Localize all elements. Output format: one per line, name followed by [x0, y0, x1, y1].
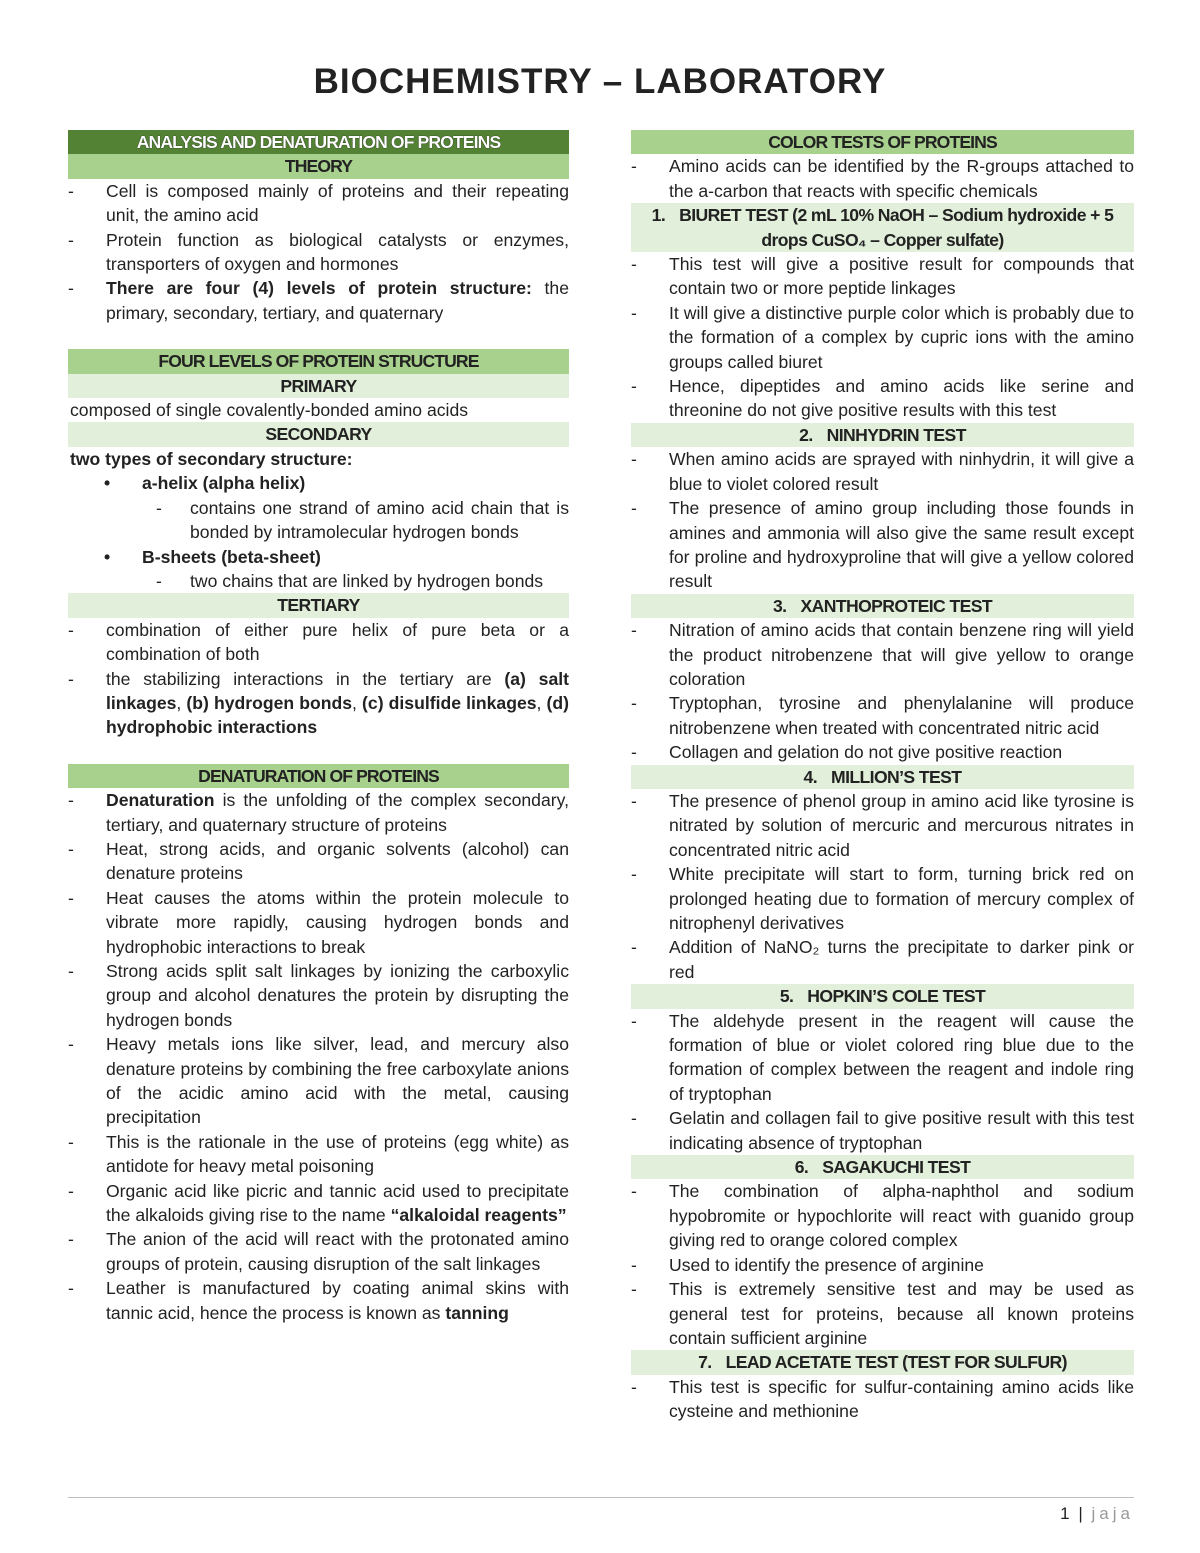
- test-header: [631, 203, 1134, 252]
- sub-list-item: - contains one strand of amino acid chain that is bonded by intramolecular hydrogen bonds: [68, 496, 569, 545]
- sub-list-item: - two chains that are linked by hydrogen bonds: [68, 569, 569, 593]
- list-item: - This is extremely sensitive test and may be used as general test for proteins, because all known proteins contain sufficient arginine: [631, 1277, 1134, 1350]
- list-item: - The combination of alpha-naphthol and sodium hypobromite or hypochlorite will react with guanido group giving red to orange colored complex: [631, 1179, 1134, 1252]
- page-footer: [1060, 1504, 1134, 1524]
- list-item: - When amino acids are sprayed with ninhydrin, it will give a blue to violet colored result: [631, 447, 1134, 496]
- test-header: [631, 423, 1134, 447]
- test-header: [631, 1350, 1134, 1374]
- alpha-helix-label: • a-helix (alpha helix): [68, 471, 569, 495]
- test-name: XANTHOPROTEIC TEST: [800, 595, 993, 616]
- right-column: [631, 130, 1134, 1424]
- test-number: 7.: [698, 1352, 712, 1373]
- tests-container: [631, 203, 1134, 1423]
- list-item: - the stabilizing interactions in the tertiary are (a) salt linkages, (b) hydrogen bonds, (c) disulfide linkages, (d) hydrophobic interactions: [68, 667, 569, 740]
- subheader-secondary: SECONDARY: [68, 422, 569, 446]
- page-title: BIOCHEMISTRY – LABORATORY: [313, 62, 887, 101]
- list-item: - Addition of NaNO₂ turns the precipitate to darker pink or red: [631, 935, 1134, 984]
- section-header-denaturation: DENATURATION OF PROTEINS: [68, 764, 569, 788]
- list-item: - The anion of the acid will react with the protonated amino groups of protein, causing disruption of the salt linkages: [68, 1227, 569, 1276]
- test-header: [631, 1155, 1134, 1179]
- denaturation-list: [68, 788, 569, 1325]
- list-item: [68, 276, 569, 325]
- list-item: - The presence of amino group including those founds in amines and ammonia will also give the same result except for proline and hydroxyproline that will give a yellow colored result: [631, 496, 1134, 594]
- list-item: - Organic acid like picric and tannic acid used to precipitate the alkaloids giving rise to the name “alkaloidal reagents”: [68, 1179, 569, 1228]
- test-header: [631, 984, 1134, 1008]
- list-item: - This test is specific for sulfur-containing amino acids like cysteine and methionine: [631, 1375, 1134, 1424]
- footer-divider: [68, 1497, 1134, 1498]
- theory-list: [68, 179, 569, 325]
- test-items: [631, 447, 1134, 593]
- list-item: - Nitration of amino acids that contain benzene ring will yield the product nitrobenzene that will give yellow to orange coloration: [631, 618, 1134, 691]
- test-items: [631, 789, 1134, 984]
- list-item: - Used to identify the presence of arginine: [631, 1253, 1134, 1277]
- subheader-primary: PRIMARY: [68, 374, 569, 398]
- test-number: 5.: [779, 986, 794, 1007]
- list-item: - Strong acids split salt linkages by ionizing the carboxylic group and alcohol denatures the protein by disrupting the hydrogen bonds: [68, 959, 569, 1032]
- section-header-analysis: ANALYSIS AND DENATURATION OF PROTEINS: [68, 130, 569, 154]
- test-name: HOPKIN’S COLE TEST: [807, 986, 986, 1007]
- list-item: [68, 545, 569, 594]
- test-items: [631, 618, 1134, 764]
- section-header-levels: FOUR LEVELS OF PROTEIN STRUCTURE: [68, 349, 569, 373]
- test-number: 4.: [803, 766, 818, 787]
- test-number: 6.: [794, 1157, 809, 1178]
- list-item: - Cell is composed mainly of proteins and their repeating unit, the amino acid: [68, 179, 569, 228]
- tertiary-list: [68, 618, 569, 740]
- list-item: - Amino acids can be identified by the R-groups attached to the a-carbon that reacts with specific chemicals: [631, 154, 1134, 203]
- test-name: MILLION’S TEST: [831, 766, 962, 787]
- test-header: [631, 594, 1134, 618]
- color-tests-intro: [631, 154, 1134, 203]
- text: the primary, secondary, tertiary, and quaternary: [106, 278, 569, 323]
- list-item: - This is the rationale in the use of proteins (egg white) as antidote for heavy metal poisoning: [68, 1130, 569, 1179]
- subheader-theory: THEORY: [68, 154, 569, 178]
- list-item: - Heat causes the atoms within the protein molecule to vibrate more rapidly, causing hydrogen bonds and hydrophobic interactions to break: [68, 886, 569, 959]
- footer-separator: |: [1078, 1504, 1083, 1523]
- list-item: [68, 471, 569, 544]
- test-items: [631, 1375, 1134, 1424]
- list-item: - Hence, dipeptides and amino acids like serine and threonine do not give positive results with this test: [631, 374, 1134, 423]
- primary-text: composed of single covalently-bonded amino acids: [70, 400, 469, 421]
- list-item: - White precipitate will start to form, turning brick red on prolonged heating due to formation of mercury complex of nitrophenyl derivatives: [631, 862, 1134, 935]
- list-item: - It will give a distinctive purple color which is probably due to the formation of a complex by cupric ions with the amino groups called biuret: [631, 301, 1134, 374]
- list-item: - Denaturation is the unfolding of the complex secondary, tertiary, and quaternary structure of proteins: [68, 788, 569, 837]
- list-item: - Tryptophan, tyrosine and phenylalanine will produce nitrobenzene when treated with concentrated nitric acid: [631, 691, 1134, 740]
- section-header-color-tests: COLOR TESTS OF PROTEINS: [631, 130, 1134, 154]
- list-item: - The presence of phenol group in amino acid like tyrosine is nitrated by solution of mercuric and mercurous nitrates in concentrated nitric acid: [631, 789, 1134, 862]
- page-number: 1: [1060, 1504, 1070, 1523]
- secondary-intro: two types of secondary structure:: [70, 448, 353, 469]
- test-name: LEAD ACETATE TEST (TEST FOR SULFUR): [725, 1352, 1067, 1373]
- footer-author: jaja: [1091, 1504, 1134, 1523]
- list-item: - Heavy metals ions like silver, lead, and mercury also denature proteins by combining the free carboxylate anions of the acidic amino acid with the metal, causing precipitation: [68, 1032, 569, 1130]
- test-name: SAGAKUCHI TEST: [822, 1157, 971, 1178]
- list-item: - This test will give a positive result for compounds that contain two or more peptide linkages: [631, 252, 1134, 301]
- list-item: - Heat, strong acids, and organic solvents (alcohol) can denature proteins: [68, 837, 569, 886]
- list-item: - Collagen and gelation do not give positive reaction: [631, 740, 1134, 764]
- left-column: [68, 130, 569, 1325]
- test-name: BIURET TEST (2 mL 10% NaOH – Sodium hydroxide + 5 drops CuSO₄ – Copper sulfate): [679, 205, 1114, 250]
- list-item: - Gelatin and collagen fail to give positive result with this test indicating absence of tryptophan: [631, 1106, 1134, 1155]
- test-number: 1.: [651, 205, 666, 226]
- secondary-list: [68, 471, 569, 593]
- list-item: - Protein function as biological catalysts or enzymes, transporters of oxygen and hormones: [68, 228, 569, 277]
- list-item: - The aldehyde present in the reagent will cause the formation of blue or violet colored ring blue due to the formation of complex between the reagent and indole ring of tryptophan: [631, 1009, 1134, 1107]
- subheader-tertiary: TERTIARY: [68, 593, 569, 617]
- test-header: [631, 765, 1134, 789]
- test-items: [631, 1009, 1134, 1155]
- test-number: 3.: [772, 595, 787, 616]
- list-item: - Leather is manufactured by coating animal skins with tannic acid, hence the process is known as tanning: [68, 1276, 569, 1325]
- test-items: [631, 252, 1134, 423]
- test-number: 2.: [799, 424, 813, 445]
- test-items: [631, 1179, 1134, 1350]
- beta-sheet-label: • B-sheets (beta-sheet): [68, 545, 569, 569]
- test-name: NINHYDRIN TEST: [826, 424, 966, 445]
- bold-text: There are four (4) levels of protein structure:: [106, 278, 532, 299]
- list-item: - combination of either pure helix of pure beta or a combination of both: [68, 618, 569, 667]
